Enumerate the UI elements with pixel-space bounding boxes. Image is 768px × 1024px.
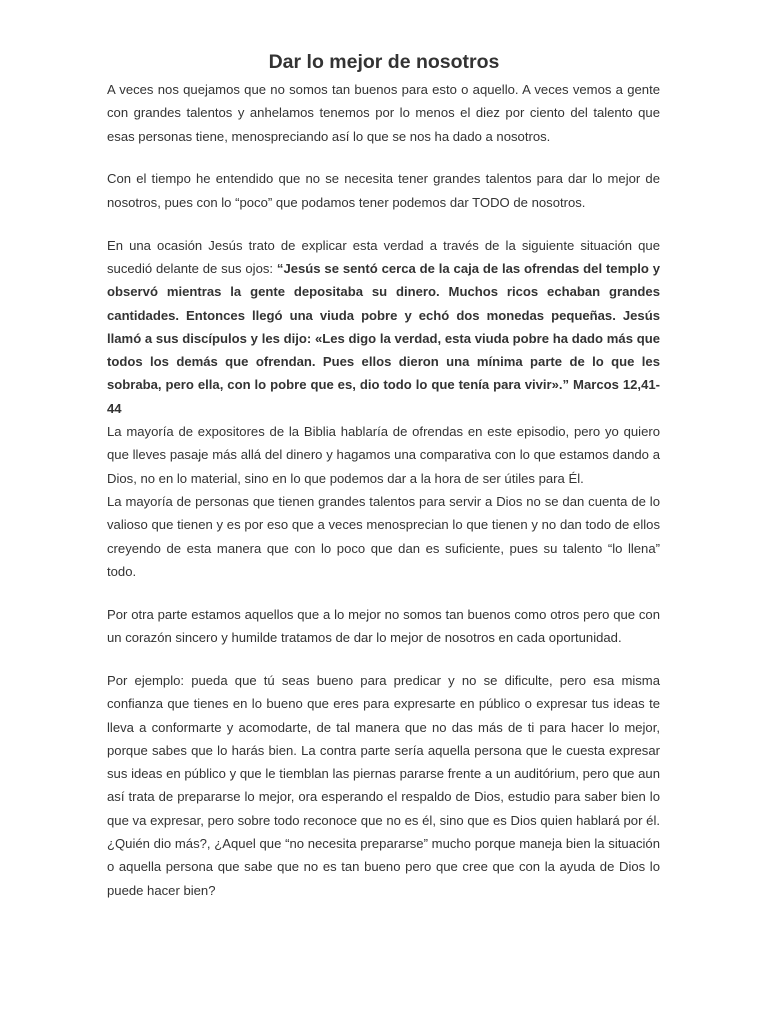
paragraph-4: La mayoría de expositores de la Biblia hablaría de ofrendas en este episodio, pero yo quiero que lleves pasaje más allá del dinero y hagamos una comparativa con lo que estamos dando a Dios, no en lo material, sino en lo que podemos dar a la hora de ser útiles para Él. [107,424,660,486]
page-title: Dar lo mejor de nosotros [268,51,500,73]
bible-quote: “Jesús se sentó cerca de la caja de las ofrendas del templo y observó mientras la gente depositaba su dinero. Muchos ricos echaban grandes cantidades. Entonces llegó una viuda pobre y echó dos monedas pequeñas. Jesús llamó a sus discípulos y les dijo: «Les digo la verdad, esta viuda pobre ha dado más que todos los demás que ofrendan. Pues ellos dieron una mínima parte de lo que les sobraba, pero ella, con lo pobre que es, dio todo lo que tenía para vivir».” Marcos 12,41-44 [107,260,660,416]
paragraph-gap [107,583,660,603]
paragraph-3 [107,234,660,420]
paragraph-6: Por otra parte estamos aquellos que a lo mejor no somos tan buenos como otros pero que con un corazón sincero y humilde tratamos de dar lo mejor de nosotros en cada oportunidad. [107,606,660,646]
paragraph-gap [107,214,660,234]
paragraph-gap [107,649,660,669]
paragraph-1: A veces nos quejamos que no somos tan buenos para esto o aquello. A veces vemos a gente con grandes talentos y anhelamos tenemos por lo menos el diez por ciento del talento que esas personas tiene, menospreciando así lo que se nos ha dado a nosotros. [107,82,660,144]
paragraph-3-intro: En una ocasión Jesús trato de explicar esta verdad a través de la siguiente situación que sucedió delante de sus ojos: [107,237,660,276]
paragraph-7: Por ejemplo: pueda que tú seas bueno para predicar y no se dificulte, pero esa misma confianza que tienes en lo bueno que eres para expresarte en público o expresar tus ideas te lleva a conformarte y acomodarte, de tal manera que no das más de ti para hacer lo mejor, porque sabes que lo harás bien. La contra parte sería aquella persona que le cuesta expresar sus ideas en público y que le tiemblan las piernas pararse frente a un auditórium, pero que aun así trata de prepararse lo mejor, ora esperando el respaldo de Dios, estudio para saber bien lo que va expresar, pero sobre todo reconoce que no es él, sino que es Dios quien hablará por él. ¿Quién dio más?, ¿Aquel que “no necesita prepararse” mucho porque maneja bien la situación o aquella persona que sabe que no es tan bueno pero que cree que con la ayuda de Dios lo puede hacer bien? [107,672,660,898]
paragraph-gap [107,148,660,168]
paragraph-5: La mayoría de personas que tienen grandes talentos para servir a Dios no se dan cuenta de lo valioso que tienen y es por eso que a veces menosprecian lo que tienen y no dan todo de ellos creyendo de esta manera que con lo poco que dan es suficiente, pues su talento “lo llena” todo. [107,493,660,579]
article-body [107,78,660,902]
paragraph-2: Con el tiempo he entendido que no se necesita tener grandes talentos para dar lo mejor de nosotros, pues con lo “poco” que podamos tener podemos dar TODO de nosotros. [107,171,660,210]
